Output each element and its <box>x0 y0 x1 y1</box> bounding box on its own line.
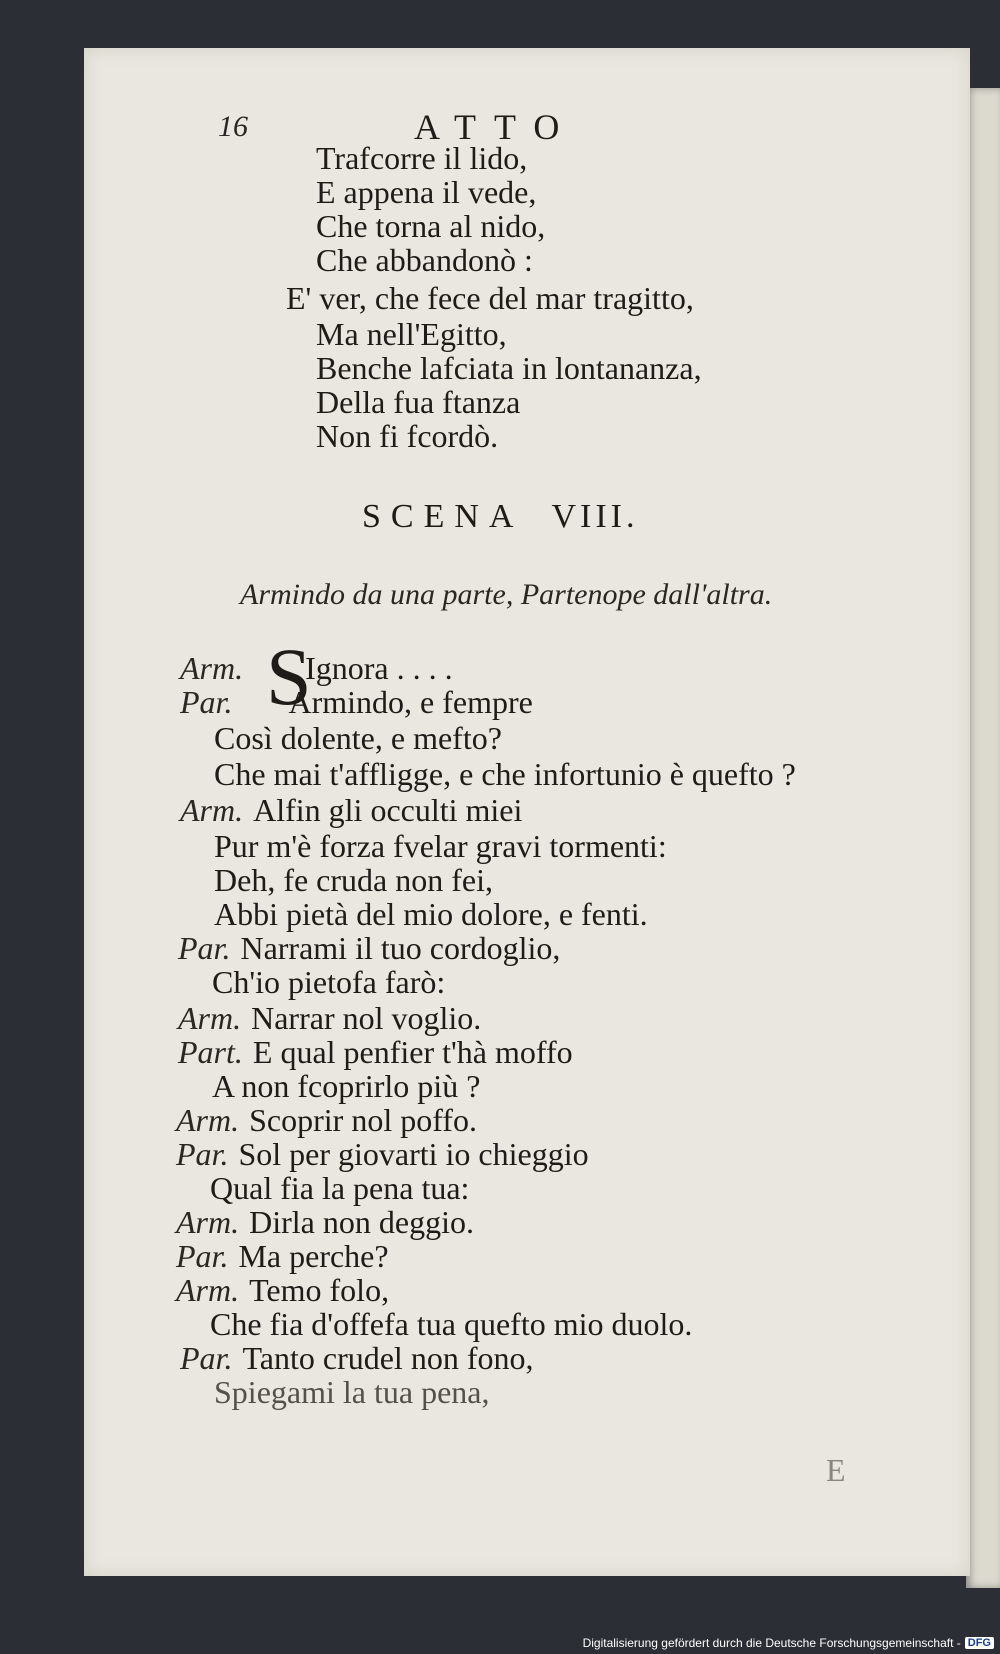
dialogue-text: Così dolente, e mefto? <box>214 720 502 756</box>
catchword: E <box>826 1452 846 1488</box>
speaker-label: Par. <box>180 684 233 720</box>
speaker-label: Par. <box>180 1340 233 1376</box>
dialogue-text: Temo folo, <box>249 1272 390 1308</box>
dialogue-text: E qual penfier t'hà moffo <box>252 1034 573 1070</box>
song-line: E' ver, che fece del mar tragitto, <box>286 280 694 316</box>
dialogue-line <box>180 792 522 829</box>
dialogue-text: Ignora . . . . <box>305 650 453 686</box>
dialogue-text: Armindo, e fempre <box>288 684 533 720</box>
speaker-label: Arm. <box>176 1102 240 1138</box>
digitization-credit <box>583 1636 994 1650</box>
dialogue-line <box>214 862 493 899</box>
scene-label: SCENA <box>362 498 524 535</box>
speaker-label: Par. <box>178 930 231 966</box>
adjacent-page <box>966 88 1000 1588</box>
dialogue-line <box>176 1136 589 1173</box>
dialogue-text: Abbi pietà del mio dolore, e fenti. <box>214 896 648 932</box>
dialogue-line <box>178 930 560 967</box>
dialogue-text: Narrami il tuo cordoglio, <box>240 930 561 966</box>
dialogue-text: Sol per giovarti io chieggio <box>238 1136 589 1172</box>
dialogue-text: Che fia d'offefa tua quefto mio duolo. <box>210 1306 693 1342</box>
credit-text: Digitalisierung gefördert durch die Deutsche Forschungsgemeinschaft - <box>582 1636 961 1650</box>
dialogue-line <box>212 964 445 1001</box>
page-number: 16 <box>218 110 248 143</box>
running-head <box>218 106 858 150</box>
running-head-title: ATTO <box>414 107 578 147</box>
dialogue-text: Ch'io pietofa farò: <box>212 964 446 1000</box>
dialogue-line <box>214 828 667 865</box>
dialogue-line <box>180 1340 533 1377</box>
speaker-label: Part. <box>178 1034 243 1070</box>
dialogue-text: Spiegami la tua pena, <box>214 1374 490 1410</box>
scene-number: VIII. <box>551 498 639 535</box>
dialogue-line <box>214 756 796 793</box>
song-line: Della fua ftanza <box>316 384 521 420</box>
dialogue-text: Qual fia la pena tua: <box>210 1170 470 1206</box>
dialogue-line <box>180 684 533 721</box>
dialogue-text: Scoprir nol poffo. <box>249 1102 477 1138</box>
dialogue-line <box>176 1238 389 1275</box>
song-line: Non fi fcordò. <box>316 418 499 454</box>
speaker-label: Par. <box>176 1238 229 1274</box>
dialogue-text: Dirla non deggio. <box>249 1204 474 1240</box>
song-line: Benche lafciata in lontananza, <box>316 350 702 386</box>
song-line: Ma nell'Egitto, <box>316 316 507 352</box>
speaker-label: Par. <box>176 1136 229 1172</box>
dialogue-text: Tanto crudel non fono, <box>242 1340 534 1376</box>
song-line: Che abbandonò : <box>316 242 533 278</box>
dialogue-line <box>214 1374 489 1411</box>
dialogue-line <box>210 1306 692 1343</box>
dialogue-text: A non fcoprirlo più ? <box>212 1068 481 1104</box>
dialogue-line <box>176 1272 389 1309</box>
speaker-label: Arm. <box>180 650 244 686</box>
speaker-label: Arm. <box>176 1204 240 1240</box>
dialogue-text: Ma perche? <box>238 1238 389 1274</box>
song-line: Trafcorre il lido, <box>316 140 528 176</box>
dialogue-text: Narrar nol voglio. <box>251 1000 482 1036</box>
dialogue-line <box>212 1068 480 1105</box>
dialogue-line <box>178 1034 573 1071</box>
dialogue-line <box>178 1000 481 1037</box>
scene-heading <box>362 498 639 536</box>
dialogue-text: Deh, fe cruda non fei, <box>214 862 493 898</box>
speaker-label: Arm. <box>178 1000 242 1036</box>
dialogue-line <box>214 720 502 757</box>
dfg-logo: DFG <box>965 1637 994 1649</box>
dialogue-text: Pur m'è forza fvelar gravi tormenti: <box>214 828 667 864</box>
dialogue-text: Alfin gli occulti miei <box>253 792 523 828</box>
dialogue-line <box>176 1204 474 1241</box>
dialogue-line <box>176 1102 477 1139</box>
song-line: Che torna al nido, <box>316 208 546 244</box>
speaker-label: Arm. <box>180 792 244 828</box>
drop-cap: S <box>266 631 312 722</box>
song-line: E appena il vede, <box>316 174 537 210</box>
stage-direction: Armindo da una parte, Partenope dall'altra. <box>240 578 773 611</box>
dialogue-line <box>180 650 453 687</box>
dialogue-line <box>210 1170 469 1207</box>
speaker-label: Arm. <box>176 1272 240 1308</box>
dialogue-text: Che mai t'affligge, e che infortunio è quefto ? <box>214 756 796 792</box>
dialogue-line <box>214 896 648 933</box>
